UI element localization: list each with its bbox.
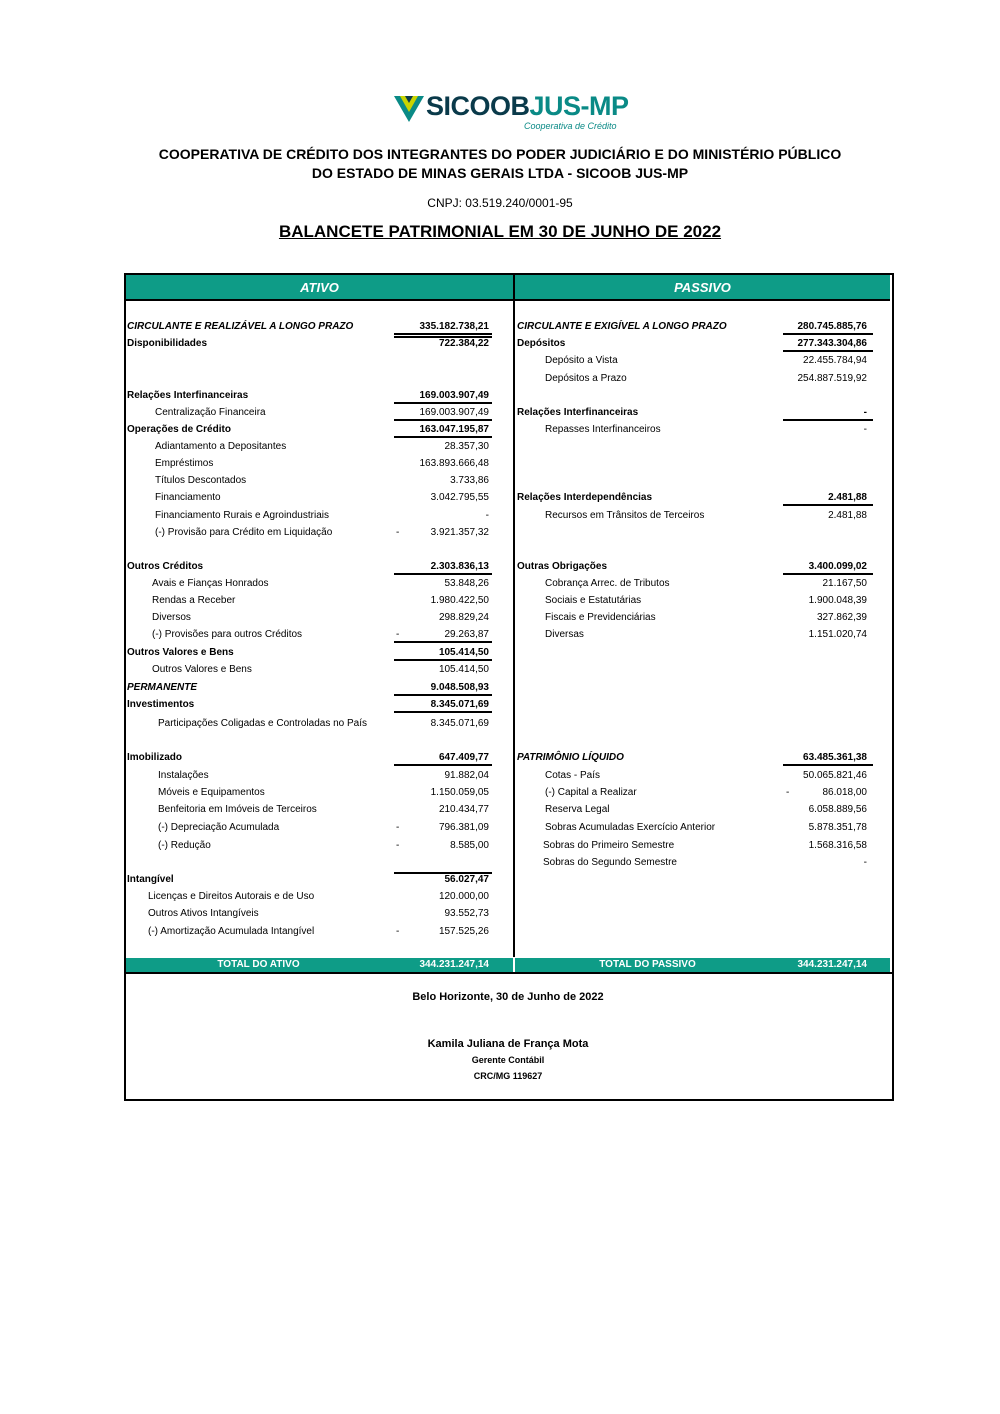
ativo-underline — [394, 659, 492, 661]
ativo-label: (-) Amortização Acumulada Intangível — [148, 926, 315, 937]
ativo-value: - — [485, 510, 489, 521]
passivo-label: CIRCULANTE E EXIGÍVEL A LONGO PRAZO — [517, 321, 727, 332]
passivo-label: Depósitos — [517, 338, 566, 349]
passivo-value: - — [863, 407, 867, 418]
header-divider — [126, 299, 890, 301]
ativo-underline — [394, 872, 492, 874]
passivo-underline — [783, 764, 873, 766]
ativo-label: Móveis e Equipamentos — [158, 787, 265, 798]
ativo-value: 647.409,77 — [438, 752, 489, 763]
passivo-value: - — [863, 857, 867, 868]
ativo-label: Financiamento Rurais e Agroindustriais — [155, 510, 329, 521]
ativo-negative-sign: - — [396, 840, 400, 851]
cnpj: CNPJ: 03.519.240/0001-95 — [427, 196, 573, 210]
total-ativo-label: TOTAL DO ATIVO — [217, 959, 300, 970]
passivo-label: Relações Interdependências — [517, 492, 653, 503]
ativo-value: 8.345.071,69 — [430, 699, 489, 710]
ativo-label: Outros Valores e Bens — [127, 647, 234, 658]
totals-bottom-border — [124, 972, 892, 974]
ativo-label: Imobilizado — [127, 752, 182, 763]
ativo-value: 3.042.795,55 — [430, 492, 489, 503]
ativo-label: (-) Provisões para outros Créditos — [152, 629, 303, 640]
ativo-value: 298.829,24 — [438, 612, 489, 623]
passivo-value: 86.018,00 — [822, 787, 867, 798]
passivo-value: - — [863, 424, 867, 435]
ativo-value: 210.434,77 — [438, 804, 489, 815]
ativo-value: 3.921.357,32 — [430, 527, 489, 538]
ativo-negative-sign: - — [396, 822, 400, 833]
ativo-value: 1.980.422,50 — [430, 595, 489, 606]
passivo-label: Sobras do Segundo Semestre — [543, 857, 677, 868]
passivo-underline — [783, 504, 873, 506]
ativo-value: 120.000,00 — [438, 891, 489, 902]
passivo-label: Sobras Acumuladas Exercício Anterior — [545, 822, 716, 833]
signatory-role: Gerente Contábil — [471, 1055, 545, 1065]
passivo-value: 1.151.020,74 — [808, 629, 867, 640]
passivo-label: Outras Obrigações — [517, 561, 608, 572]
total-passivo-bar — [515, 958, 890, 972]
passivo-label: Depósito a Vista — [545, 355, 618, 366]
ativo-label: (-) Redução — [158, 840, 211, 851]
ativo-underline — [394, 402, 492, 404]
ativo-underline — [394, 333, 492, 335]
ativo-label: CIRCULANTE E REALIZÁVEL A LONGO PRAZO — [127, 321, 354, 332]
signatory-name: Kamila Juliana de França Mota — [427, 1038, 589, 1050]
ativo-underline — [394, 336, 492, 338]
passivo-label: Recursos em Trânsitos de Terceiros — [545, 510, 705, 521]
ativo-underline — [394, 764, 492, 766]
ativo-label: Outros Ativos Intangíveis — [148, 908, 259, 919]
passivo-value: 5.878.351,78 — [808, 822, 867, 833]
ativo-label: Empréstimos — [155, 458, 214, 469]
logo-wordmark: SICOOBJUS-MP — [426, 91, 629, 121]
ativo-value: 1.150.059,05 — [430, 787, 489, 798]
passivo-negative-sign: - — [786, 787, 790, 798]
ativo-value: 163.893.666,48 — [419, 458, 489, 469]
passivo-value: 1.568.316,58 — [808, 840, 867, 851]
ativo-value: 9.048.508,93 — [430, 682, 489, 693]
ativo-negative-sign: - — [396, 926, 400, 937]
ativo-value: 105.414,50 — [438, 647, 489, 658]
passivo-underline — [783, 333, 873, 335]
passivo-value: 3.400.099,02 — [808, 561, 867, 572]
ativo-label: Financiamento — [155, 492, 221, 503]
ativo-label: Títulos Descontados — [155, 475, 247, 486]
ativo-label: Disponibilidades — [127, 338, 208, 349]
ativo-value: 169.003.907,49 — [419, 390, 489, 401]
ativo-label: Outros Valores e Bens — [152, 664, 252, 675]
ativo-label: PERMANENTE — [127, 682, 198, 693]
ativo-label: Benfeitoria em Imóveis de Terceiros — [158, 804, 317, 815]
passivo-label: Sociais e Estatutárias — [545, 595, 642, 606]
ativo-label: Participações Coligadas e Controladas no País — [158, 718, 368, 729]
passivo-value: 254.887.519,92 — [797, 373, 867, 384]
ativo-label: Operações de Crédito — [127, 424, 231, 435]
ativo-label: Centralização Financeira — [155, 407, 266, 418]
sicoob-logo — [393, 92, 633, 134]
organization-name-line2: DO ESTADO DE MINAS GERAIS LTDA - SICOOB JUS-MP — [311, 165, 689, 181]
passivo-value: 6.058.889,56 — [808, 804, 867, 815]
total-ativo-bar — [126, 958, 513, 972]
passivo-label: Sobras do Primeiro Semestre — [543, 840, 675, 851]
column-divider — [513, 275, 515, 957]
ativo-value: 93.552,73 — [444, 908, 489, 919]
ativo-value: 3.733,86 — [450, 475, 489, 486]
place-date: Belo Horizonte, 30 de Junho de 2022 — [412, 991, 604, 1003]
ativo-value: 28.357,30 — [444, 441, 489, 452]
ativo-value: 722.384,22 — [438, 338, 489, 349]
ativo-label: Licenças e Direitos Autorais e de Uso — [148, 891, 315, 902]
passivo-value: 277.343.304,86 — [797, 338, 867, 349]
sicoob-triangle-icon — [393, 92, 425, 124]
passivo-label: Diversas — [545, 629, 584, 640]
total-passivo-label: TOTAL DO PASSIVO — [599, 959, 696, 970]
ativo-underline — [394, 641, 492, 643]
ativo-value: 157.525,26 — [438, 926, 489, 937]
ativo-label: Adiantamento a Depositantes — [155, 441, 287, 452]
passivo-label: Depósitos a Prazo — [545, 373, 627, 384]
ativo-negative-sign: - — [396, 527, 400, 538]
ativo-value: 796.381,09 — [438, 822, 489, 833]
ativo-underline — [394, 436, 492, 438]
passivo-header: PASSIVO — [515, 275, 890, 300]
ativo-value: 8.585,00 — [450, 840, 489, 851]
ativo-label: Avais e Fianças Honrados — [152, 578, 269, 589]
organization-name-line1: COOPERATIVA DE CRÉDITO DOS INTEGRANTES DO PODER JUDICIÁRIO E DO MINISTÉRIO PÚBLICO — [158, 146, 842, 162]
signatory-crc: CRC/MG 119627 — [473, 1071, 543, 1081]
ativo-underline — [394, 711, 492, 713]
page-title: BALANCETE PATRIMONIAL EM 30 DE JUNHO DE 2022 — [278, 222, 722, 241]
ativo-label: Rendas a Receber — [152, 595, 236, 606]
passivo-value: 1.900.048,39 — [808, 595, 867, 606]
ativo-value: 105.414,50 — [438, 664, 489, 675]
ativo-value: 53.848,26 — [444, 578, 489, 589]
ativo-underline — [394, 419, 492, 421]
ativo-value: 8.345.071,69 — [430, 718, 489, 729]
ativo-value: 335.182.738,21 — [419, 321, 489, 332]
passivo-label: Fiscais e Previdenciárias — [545, 612, 656, 623]
ativo-underline — [394, 573, 492, 575]
passivo-underline — [783, 350, 873, 352]
passivo-value: 327.862,39 — [816, 612, 867, 623]
passivo-value: 280.745.885,76 — [797, 321, 867, 332]
ativo-value: 2.303.836,13 — [430, 561, 489, 572]
passivo-underline — [783, 419, 873, 421]
passivo-value: 2.481,88 — [828, 492, 867, 503]
passivo-underline — [783, 573, 873, 575]
ativo-label: Relações Interfinanceiras — [127, 390, 249, 401]
ativo-header: ATIVO — [126, 275, 513, 300]
ativo-label: (-) Depreciação Acumulada — [158, 822, 280, 833]
ativo-label: Investimentos — [127, 699, 195, 710]
ativo-negative-sign: - — [396, 629, 400, 640]
total-passivo-value: 344.231.247,14 — [797, 959, 867, 970]
passivo-value: 21.167,50 — [822, 578, 867, 589]
ativo-value: 56.027,47 — [444, 874, 489, 885]
passivo-label: Relações Interfinanceiras — [517, 407, 639, 418]
ativo-value: 29.263,87 — [444, 629, 489, 640]
ativo-label: Outros Créditos — [127, 561, 204, 572]
passivo-label: (-) Capital a Realizar — [545, 787, 637, 798]
passivo-label: Reserva Legal — [545, 804, 610, 815]
passivo-label: Cobrança Arrec. de Tributos — [545, 578, 670, 589]
total-ativo-value: 344.231.247,14 — [419, 959, 489, 970]
ativo-label: Instalações — [158, 770, 209, 781]
ativo-value: 91.882,04 — [444, 770, 489, 781]
ativo-label: (-) Provisão para Crédito em Liquidação — [155, 527, 333, 538]
ativo-value: 163.047.195,87 — [419, 424, 489, 435]
ativo-label: Diversos — [152, 612, 191, 623]
passivo-value: 22.455.784,94 — [803, 355, 867, 366]
passivo-label: Repasses Interfinanceiros — [545, 424, 661, 435]
ativo-underline — [394, 694, 492, 696]
passivo-value: 50.065.821,46 — [803, 770, 867, 781]
ativo-value: 169.003.907,49 — [419, 407, 489, 418]
ativo-label: Intangível — [127, 874, 174, 885]
passivo-label: Cotas - País — [545, 770, 601, 781]
logo-subtitle: Cooperativa de Crédito — [524, 121, 617, 131]
passivo-value: 2.481,88 — [828, 510, 867, 521]
passivo-label: PATRIMÔNIO LÍQUIDO — [517, 752, 624, 763]
passivo-value: 63.485.361,38 — [803, 752, 867, 763]
